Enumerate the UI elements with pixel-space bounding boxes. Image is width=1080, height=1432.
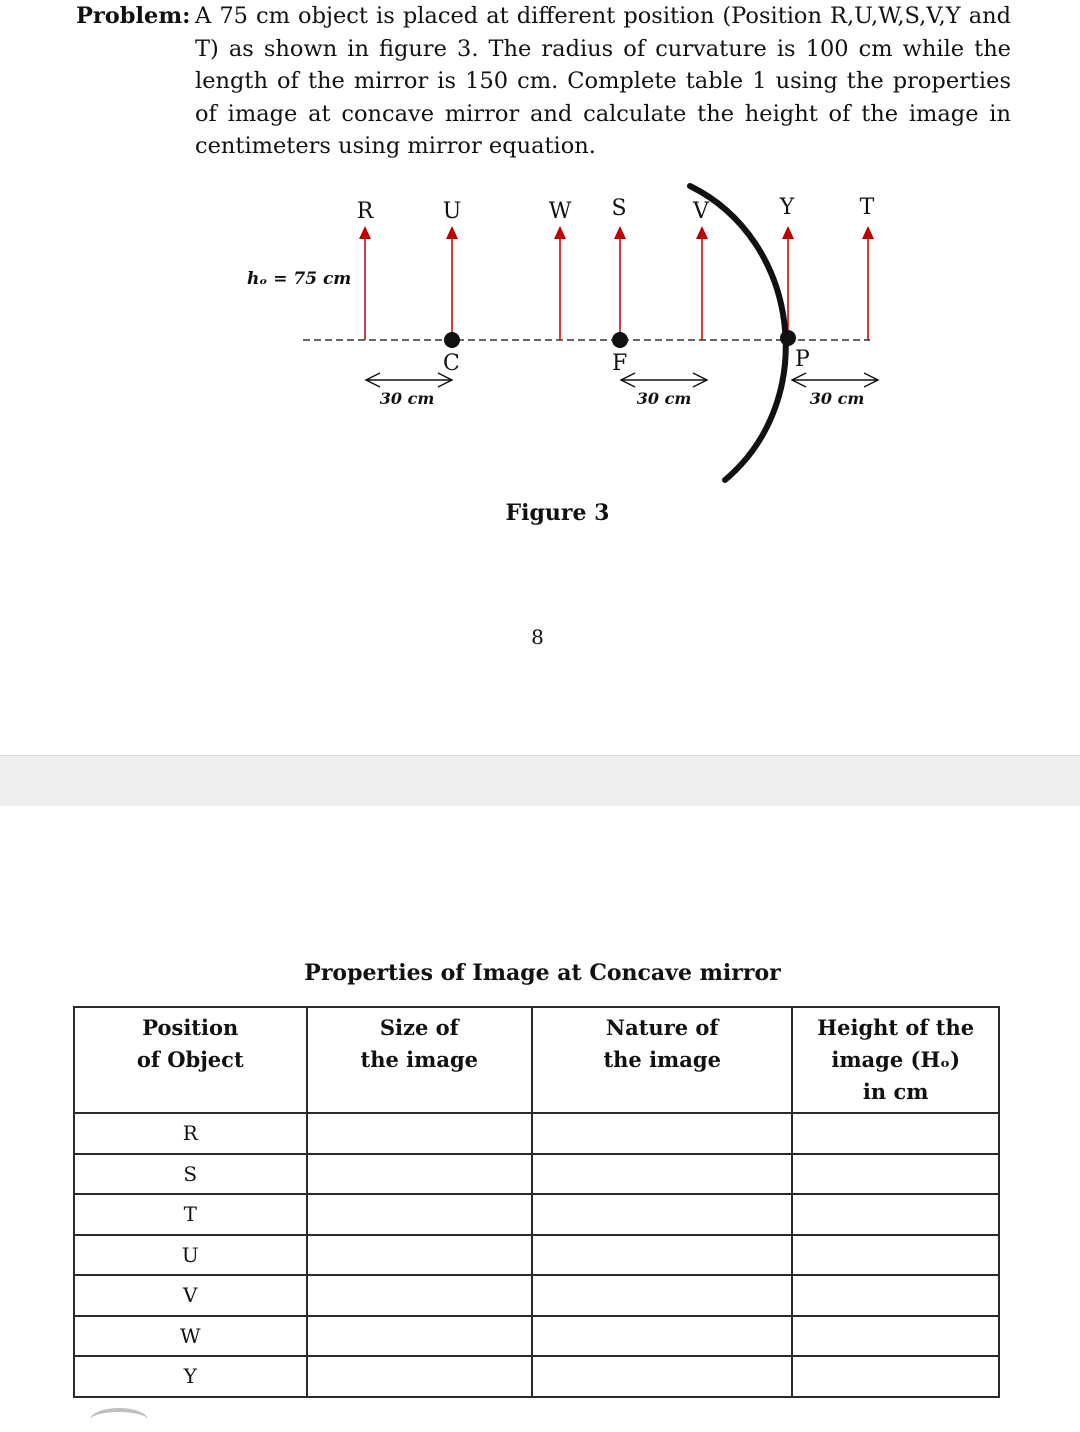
nature-cell[interactable] [532,1275,792,1316]
height-cell[interactable] [792,1154,999,1195]
position-cell: Y [74,1356,307,1397]
table-row [74,1356,999,1397]
position-cell: W [74,1316,307,1357]
size-cell[interactable] [307,1154,532,1195]
nature-cell[interactable] [532,1316,792,1357]
object-arrow-S-head [614,226,626,239]
position-cell: T [74,1194,307,1235]
header-height-of-image: Height of the image (Hₒ) in cm [792,1007,999,1113]
table-row [74,1154,999,1195]
point-F-dot [612,332,628,348]
height-cell[interactable] [792,1235,999,1276]
nature-cell[interactable] [532,1113,792,1154]
height-cell[interactable] [792,1194,999,1235]
size-cell[interactable] [307,1275,532,1316]
figure-caption: Figure 3 [505,500,610,526]
nature-cell[interactable] [532,1194,792,1235]
problem-label: Problem: [76,3,191,29]
position-cell: V [74,1275,307,1316]
nature-cell[interactable] [532,1154,792,1195]
page-number: 8 [531,625,544,649]
size-cell[interactable] [307,1235,532,1276]
point-P-dot [780,330,796,346]
object-label-R: R [356,199,374,224]
object-arrow-U-head [446,226,458,239]
size-cell[interactable] [307,1356,532,1397]
height-cell[interactable] [792,1275,999,1316]
distance-label-2: 30 cm [636,389,692,408]
height-cell[interactable] [792,1316,999,1357]
table-row [74,1275,999,1316]
object-arrow-V-head [696,226,708,239]
page-separator [0,755,1080,807]
table-row [74,1113,999,1154]
distance-label-3: 30 cm [809,389,865,408]
object-label-T: T [859,195,875,220]
object-label-U: U [442,199,462,224]
problem-text: A 75 cm object is placed at different position (Position R,U,W,S,V,Y and T) as shown in figure 3. The radius of curvature is 100 cm while the length of the mirror is 150 cm. Complete table 1 using the properties of image at concave mirror and calculate the height of the image in centimeters using mirror equation. [195,3,1011,159]
object-arrow-R-head [359,226,371,239]
concave-mirror [690,186,786,480]
point-C-dot [444,332,460,348]
object-arrows [359,226,874,340]
object-label-S: S [611,196,627,221]
object-arrow-T-head [862,226,874,239]
header-size-of-image: Size of the image [307,1007,532,1113]
size-cell[interactable] [307,1316,532,1357]
distance-label-1: 30 cm [379,389,435,408]
object-arrow-Y-head [782,226,794,239]
header-nature-of-image: Nature of the image [532,1007,792,1113]
object-height-label: hₒ = 75 cm [247,269,352,289]
nature-cell[interactable] [532,1356,792,1397]
object-label-Y: Y [779,195,795,220]
table-row [74,1316,999,1357]
height-cell[interactable] [792,1356,999,1397]
nature-cell[interactable] [532,1235,792,1276]
figure-3-diagram [0,170,1080,500]
position-cell: R [74,1113,307,1154]
point-P-label: P [795,347,810,372]
scroll-indicator [90,1408,148,1432]
size-cell[interactable] [307,1194,532,1235]
position-cell: U [74,1235,307,1276]
table-header-row [74,1007,999,1113]
point-F-label: F [612,351,628,376]
height-cell[interactable] [792,1113,999,1154]
table-row [74,1194,999,1235]
header-position-of-object: Position of Object [74,1007,307,1113]
size-cell[interactable] [307,1113,532,1154]
properties-table [73,1006,1000,1398]
point-C-label: C [443,351,460,376]
object-label-W: W [548,199,572,224]
object-arrow-W-head [554,226,566,239]
object-label-V: V [693,199,709,224]
position-cell: S [74,1154,307,1195]
table-title: Properties of Image at Concave mirror [304,960,781,986]
table-row [74,1235,999,1276]
